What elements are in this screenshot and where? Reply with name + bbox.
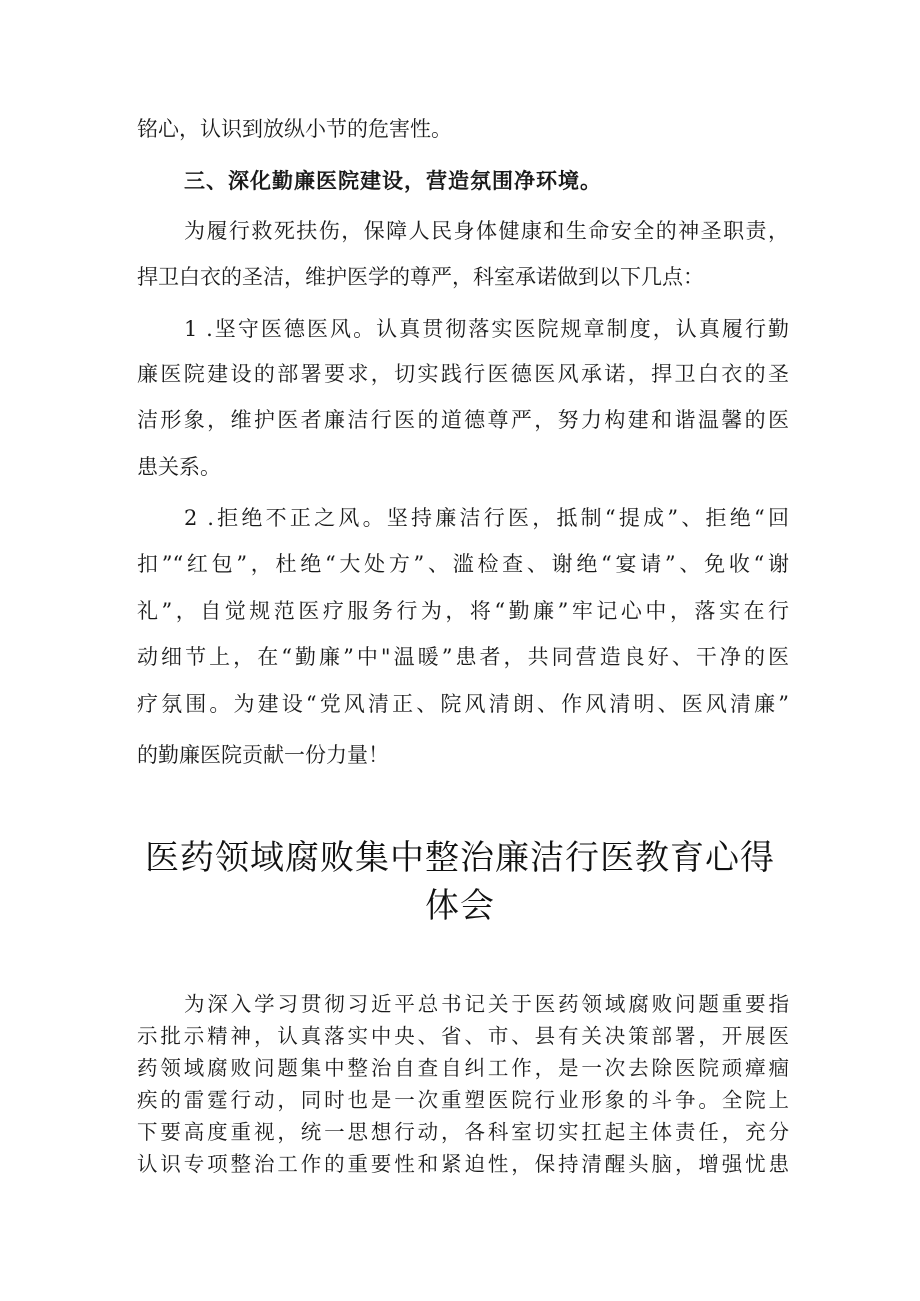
item2-line: 的勤廉医院贡献一份力量！ xyxy=(137,743,389,767)
article-body-line: 为深入学习贯彻习近平总书记关于医药领域腐败问题重要指 xyxy=(184,992,789,1016)
paragraph-tail-line: 铭心，认识到放纵小节的危害性。 xyxy=(137,117,452,141)
article-body-line: 疾的雷霆行动，同时也是一次重塑医院行业形象的斗争。全院上 xyxy=(137,1088,789,1112)
item2-line: 2 .拒绝不正之风。坚持廉洁行医，抵制“提成”、拒绝“回 xyxy=(184,506,789,530)
item2-line: 疗氛围。为建设“党风清正、院风清朗、作风清明、医风清廉” xyxy=(137,692,789,716)
intro-line: 为履行救死扶伤，保障人民身体健康和生命安全的神圣职责， xyxy=(184,219,789,243)
item1-line: 患关系。 xyxy=(137,455,221,479)
item1-line: 洁形象，维护医者廉洁行医的道德尊严，努力构建和谐温馨的医 xyxy=(137,408,789,432)
item1-line: 廉医院建设的部署要求，切实践行医德医风承诺，捍卫白衣的圣 xyxy=(137,362,789,386)
item1-line: 1 .坚守医德医风。认真贯彻落实医院规章制度，认真履行勤 xyxy=(184,317,789,341)
article-title-line: 体会 xyxy=(425,886,495,926)
article-body-line: 认识专项整治工作的重要性和紧迫性，保持清醒头脑，增强忧患 xyxy=(137,1152,789,1176)
item2-line: 礼”，自觉规范医疗服务行为，将“勤廉”牢记心中，落实在行 xyxy=(137,599,789,623)
article-body-line: 示批示精神，认真落实中央、省、市、县有关决策部署，开展医 xyxy=(137,1024,789,1048)
article-body-line: 药领域腐败问题集中整治自查自纠工作，是一次去除医院顽瘴痼 xyxy=(137,1056,789,1080)
item2-line: 动细节上，在“勤廉”中"温暖”患者，共同营造良好、干净的医 xyxy=(137,645,789,669)
article-body-line: 下要高度重视，统一思想行动，各科室切实扛起主体责任，充分 xyxy=(137,1120,789,1144)
article-title-line: 医药领域腐败集中整治廉洁行医教育心得 xyxy=(145,838,775,878)
section-heading: 三、深化勤廉医院建设，营造氛围净环境。 xyxy=(184,169,602,193)
intro-line: 捍卫白衣的圣洁，维护医学的尊严，科室承诺做到以下几点： xyxy=(137,265,704,289)
item2-line: 扣”“红包”，杜绝“大处方”、滥检查、谢绝“宴请”、免收“谢 xyxy=(137,552,789,576)
